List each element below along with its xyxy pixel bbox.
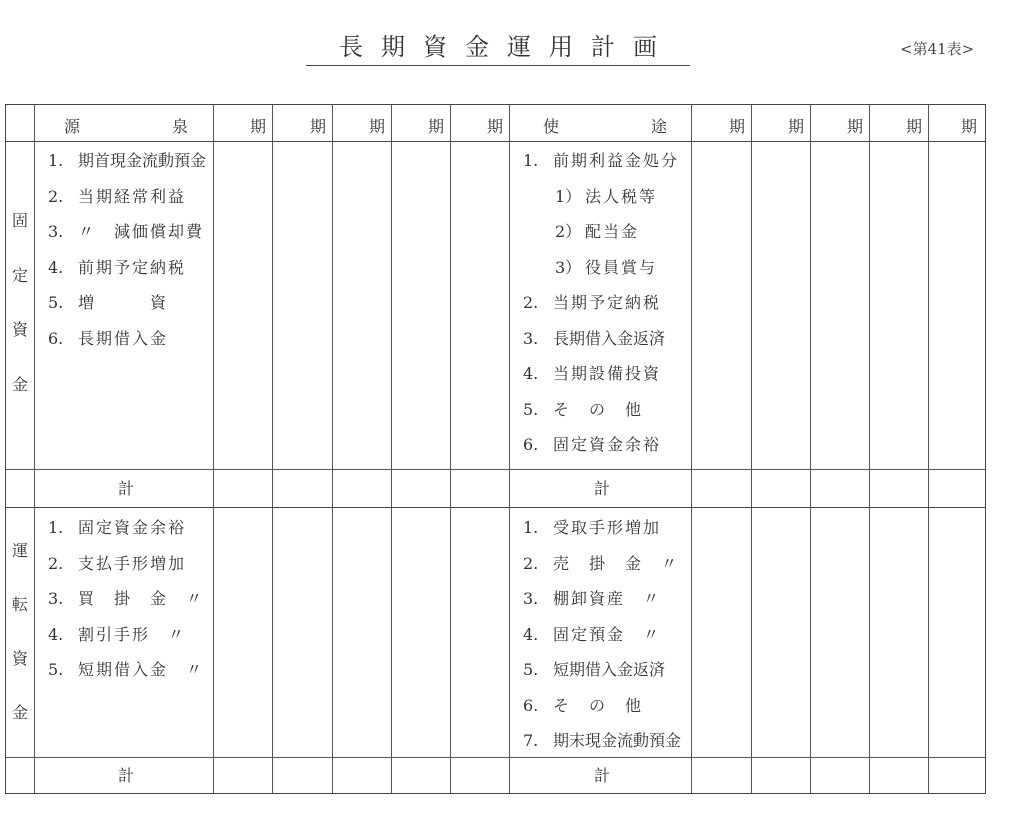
grid-line: [272, 105, 273, 793]
item-number: 4.: [523, 364, 539, 383]
list-item: [48, 151, 208, 171]
header-period: 期: [906, 117, 923, 136]
fixed-capital-label: 固 定 資 金: [11, 211, 28, 394]
working-capital-label: 運 転 資 金: [11, 541, 28, 722]
total-label: 計: [594, 766, 611, 785]
item-number: 5.: [523, 660, 539, 679]
item-label: 当期予定納税: [553, 293, 662, 312]
list-item: [523, 696, 683, 716]
item-label: 固定資金余裕: [78, 518, 187, 537]
header-period: 期: [788, 117, 805, 136]
list-item: [523, 435, 683, 455]
list-item: [48, 554, 208, 574]
item-number: 5.: [523, 399, 539, 419]
list-item: [523, 660, 683, 680]
grid-line: [34, 105, 35, 793]
item-number: 7.: [523, 731, 539, 750]
item-number: 5.: [48, 660, 64, 679]
item-label: 前期利益金処分: [553, 151, 680, 170]
item-label: 〃 減価償却費: [78, 222, 205, 241]
item-number: 2.: [523, 553, 539, 573]
item-label: 前期予定納税: [78, 257, 187, 277]
header-source: 源 泉: [64, 117, 188, 136]
header-period: 期: [369, 117, 386, 136]
grid-line: [509, 105, 510, 793]
item-number: 4.: [48, 257, 64, 277]
list-item: [523, 293, 683, 313]
item-label: 固定資金余裕: [553, 435, 662, 454]
item-label: 買 掛 金 〃: [78, 589, 205, 608]
item-number: 4.: [523, 624, 539, 644]
item-label: 棚卸資産 〃: [553, 589, 662, 608]
grid-line: [691, 105, 692, 793]
list-item: [523, 554, 683, 574]
item-number: 2.: [48, 553, 64, 573]
list-item: [523, 364, 683, 384]
item-label: 短期借入金返済: [553, 660, 666, 679]
item-label: 期首現金流動預金: [78, 151, 207, 170]
header-period: 期: [250, 117, 267, 136]
total-label: 計: [118, 479, 135, 498]
list-item: [48, 329, 208, 349]
list-item: [48, 660, 208, 680]
table-number: <第41表>: [900, 40, 975, 58]
plan-table: [5, 104, 986, 794]
grid-line: [6, 469, 985, 470]
header-period: 期: [310, 117, 327, 136]
item-label: 割引手形 〃: [78, 624, 187, 644]
item-number: 6.: [523, 435, 539, 454]
header-period: 期: [961, 117, 978, 136]
item-label: そ の 他: [553, 399, 644, 419]
item-number: 3.: [523, 589, 539, 608]
header-use: 使 途: [543, 117, 667, 136]
item-number: 3.: [48, 589, 64, 608]
item-number: 1.: [48, 151, 64, 170]
item-number: 2）: [555, 222, 582, 241]
item-number: 2.: [523, 293, 539, 312]
item-number: 1.: [523, 151, 539, 170]
list-item: [523, 731, 683, 751]
item-number: 4.: [48, 624, 64, 644]
item-label: 支払手形増加: [78, 553, 187, 573]
item-label: そ の 他: [553, 695, 644, 715]
list-item: [523, 400, 683, 420]
item-label: 配当金: [585, 222, 640, 241]
header-period: 期: [729, 117, 746, 136]
list-item: [523, 625, 683, 645]
item-number: 6.: [48, 328, 64, 348]
list-item: [523, 329, 683, 349]
item-label: 当期設備投資: [553, 364, 662, 383]
item-label: 役員賞与: [585, 257, 658, 277]
grid-line: [213, 105, 214, 793]
list-item: [48, 625, 208, 645]
item-label: 長期借入金返済: [553, 328, 666, 348]
grid-line: [810, 105, 811, 793]
list-item: [523, 518, 683, 538]
item-label: 期末現金流動預金: [553, 731, 682, 750]
item-label: 売 掛 金 〃: [553, 553, 680, 573]
item-number: 1.: [523, 518, 539, 537]
header-period: 期: [428, 117, 445, 136]
list-item: [48, 258, 208, 278]
item-label: 短期借入金 〃: [78, 660, 205, 679]
total-label: 計: [594, 479, 611, 498]
grid-line: [869, 105, 870, 793]
grid-line: [6, 757, 985, 758]
item-number: 2.: [48, 186, 64, 206]
item-label: 受取手形増加: [553, 518, 662, 537]
header-period: 期: [487, 117, 504, 136]
list-item: [523, 589, 683, 609]
item-number: 1.: [48, 518, 64, 537]
list-item: [48, 293, 208, 313]
item-label: 長期借入金: [78, 328, 169, 348]
item-label: 増 資: [78, 293, 169, 312]
page-title: 長期資金運用計画: [306, 32, 690, 66]
grid-line: [751, 105, 752, 793]
grid-line: [391, 105, 392, 793]
total-label: 計: [118, 766, 135, 785]
item-label: 当期経常利益: [78, 186, 187, 206]
grid-line: [6, 507, 985, 508]
item-number: 3.: [48, 222, 64, 241]
item-number: 3.: [523, 328, 539, 348]
header-period: 期: [847, 117, 864, 136]
list-item: [555, 258, 683, 278]
grid-line: [6, 141, 985, 142]
item-label: 固定預金 〃: [553, 624, 662, 644]
item-label: 法人税等: [585, 186, 658, 206]
item-number: 5.: [48, 293, 64, 312]
list-item: [523, 151, 683, 171]
list-item: [555, 222, 683, 242]
list-item: [48, 518, 208, 538]
list-item: [48, 187, 208, 207]
list-item: [48, 222, 208, 242]
grid-line: [928, 105, 929, 793]
item-number: 3）: [555, 257, 582, 277]
grid-line: [332, 105, 333, 793]
item-number: 1）: [555, 186, 582, 206]
grid-line: [450, 105, 451, 793]
item-number: 6.: [523, 695, 539, 715]
list-item: [48, 589, 208, 609]
list-item: [555, 187, 683, 207]
